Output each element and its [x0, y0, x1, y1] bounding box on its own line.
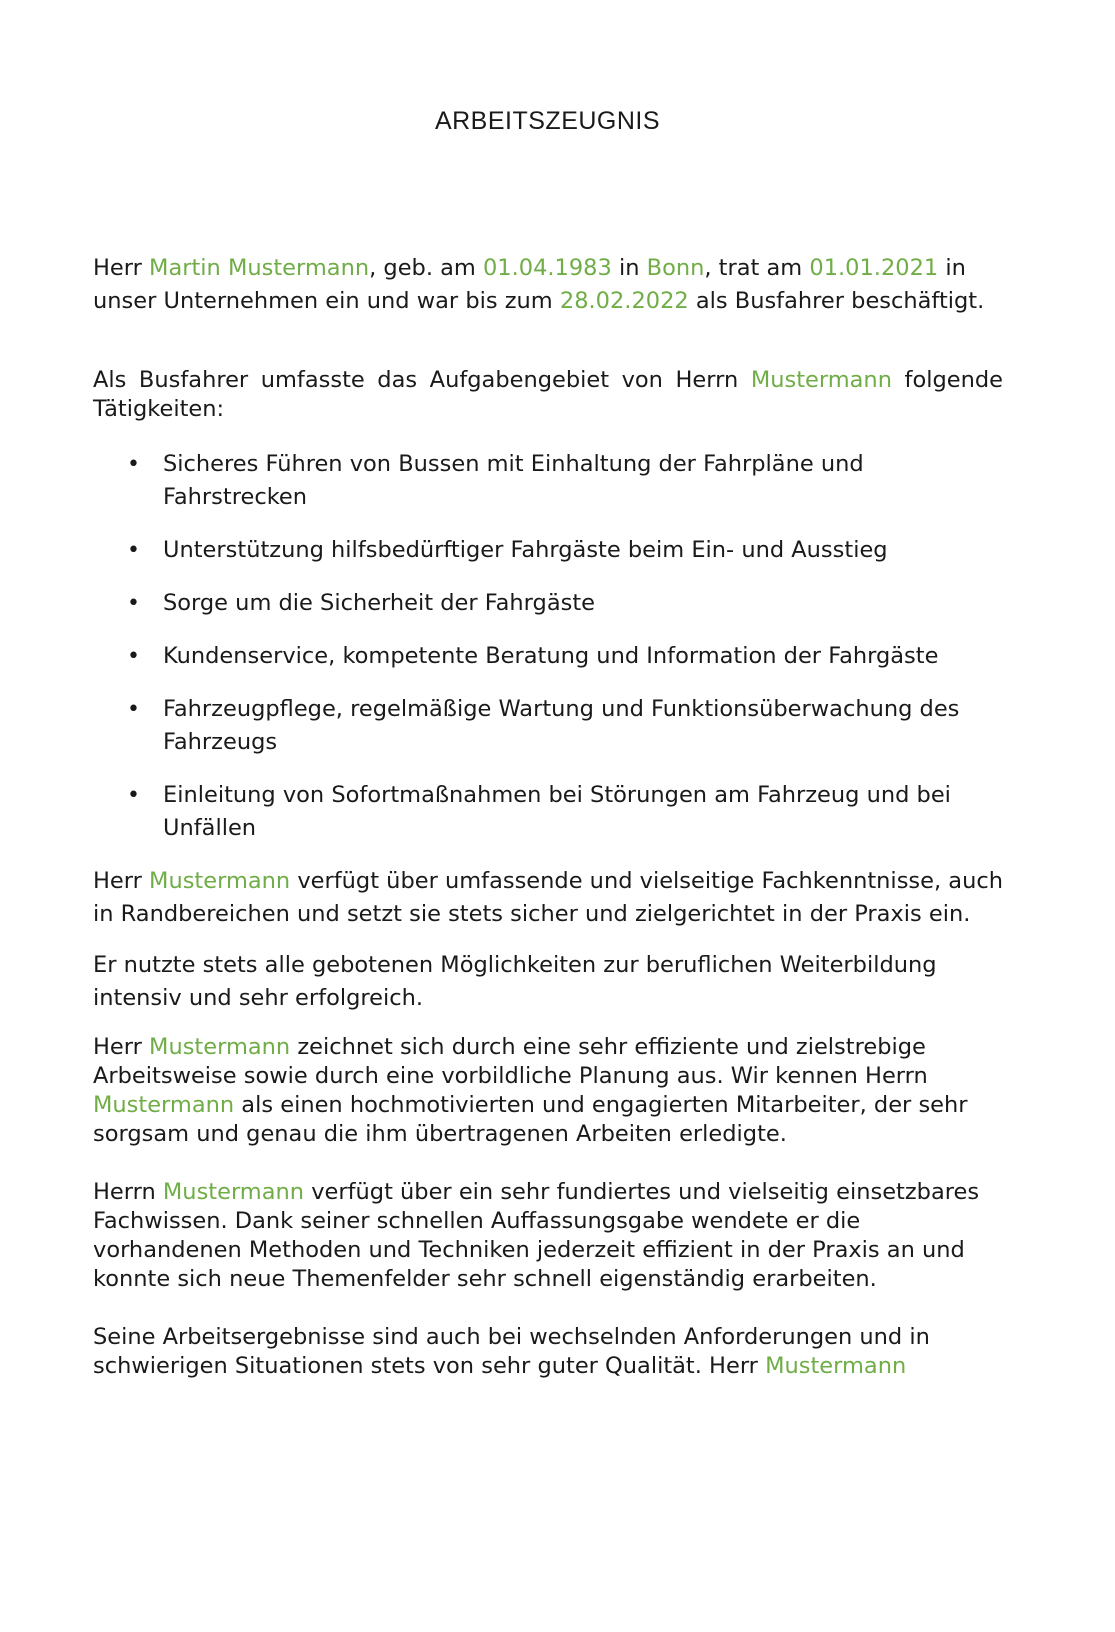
intro-paragraph [93, 252, 1003, 318]
work-style-text: als einen hochmotivierten und engagierten Mitarbeiter, der sehr sorgsam und genau die ihm übertragenen Arbeiten erledigte. [93, 1092, 968, 1147]
skills-text: verfügt über umfassende und vielseitige Fachkenntnisse, auch in Randbereichen und setzt sie stets sicher und zielgerichtet in der Praxis ein. [93, 868, 1003, 927]
list-item [93, 640, 1003, 673]
employee-surname: Mustermann [162, 1179, 305, 1205]
task-text: Kundenservice, kompetente Beratung und Information der Fahrgäste [163, 643, 939, 669]
intro-text: in [611, 255, 647, 281]
bullet-icon: • [127, 591, 140, 616]
task-list [93, 448, 1003, 845]
bullet-icon: • [127, 783, 140, 808]
knowledge-text: verfügt über ein sehr fundiertes und vielseitig einsetzbares Fachwissen. Dank seiner schnellen Auffassungsgabe wendete er die vorhandenen Methoden und Techniken jederzeit effizient in der Praxis an und konnte sich neue Themenfelder sehr schnell eigenständig erarbeiten. [93, 1179, 980, 1292]
work-style-text: Herr [93, 1034, 150, 1060]
end-date: 28.02.2022 [559, 288, 689, 314]
intro-text: in unser Unternehmen ein und war bis zum [93, 255, 966, 314]
skills-paragraph [93, 865, 1003, 931]
employee-surname: Mustermann [750, 367, 892, 393]
results-paragraph [93, 1323, 1003, 1381]
employee-surname: Mustermann [93, 1092, 235, 1118]
knowledge-paragraph [93, 1178, 1003, 1294]
intro-text: , geb. am [369, 255, 483, 281]
training-paragraph: Er nutzte stets alle gebotenen Möglichkeiten zur beruflichen Weiterbildung intensiv und sehr erfolgreich. [93, 952, 937, 1011]
tasks-intro-text: Als Busfahrer umfasste das Aufgabengebiet von Herrn [93, 367, 751, 393]
employee-surname: Mustermann [149, 868, 291, 894]
document-title: ARBEITSZEUGNIS [434, 107, 661, 135]
bullet-icon: • [127, 644, 140, 669]
employee-full-name: Martin Mustermann [149, 255, 370, 281]
birth-place: Bonn [646, 255, 705, 281]
results-text: Seine Arbeitsergebnisse sind auch bei wechselnden Anforderungen und in schwierigen Situationen stets von sehr guter Qualität. Herr [93, 1324, 930, 1379]
bullet-icon: • [127, 452, 140, 477]
task-text: Sicheres Führen von Bussen mit Einhaltung der Fahrpläne und Fahrstrecken [163, 451, 864, 510]
employee-surname: Mustermann [765, 1353, 907, 1379]
list-item [93, 693, 1003, 759]
work-style-text: zeichnet sich durch eine sehr effiziente und zielstrebige Arbeitsweise sowie durch eine vorbildliche Planung aus. Wir kennen Herrn [93, 1034, 928, 1089]
tasks-intro-text: folgende Tätigkeiten: [93, 367, 1003, 422]
intro-text: Herr [93, 255, 150, 281]
knowledge-text: Herrn [93, 1179, 163, 1205]
birth-date: 01.04.1983 [482, 255, 612, 281]
intro-text: als Busfahrer beschäftigt. [688, 288, 985, 314]
bullet-icon: • [127, 697, 140, 722]
task-text: Fahrzeugpflege, regelmäßige Wartung und Funktionsüberwachung des Fahrzeugs [163, 696, 960, 755]
employee-surname: Mustermann [149, 1034, 291, 1060]
skills-text: Herr [93, 868, 150, 894]
list-item [93, 779, 1003, 845]
work-style-paragraph [93, 1033, 1003, 1149]
task-text: Sorge um die Sicherheit der Fahrgäste [163, 590, 595, 616]
start-date: 01.01.2021 [809, 255, 939, 281]
bullet-icon: • [127, 538, 140, 563]
tasks-intro-paragraph [93, 366, 1003, 424]
intro-text: , trat am [704, 255, 810, 281]
list-item [93, 534, 1003, 567]
task-text: Einleitung von Sofortmaßnahmen bei Störungen am Fahrzeug und bei Unfällen [163, 782, 951, 841]
list-item [93, 448, 1003, 514]
task-text: Unterstützung hilfsbedürftiger Fahrgäste beim Ein- und Ausstieg [163, 537, 888, 563]
document-body [93, 252, 1003, 1381]
list-item [93, 587, 1003, 620]
